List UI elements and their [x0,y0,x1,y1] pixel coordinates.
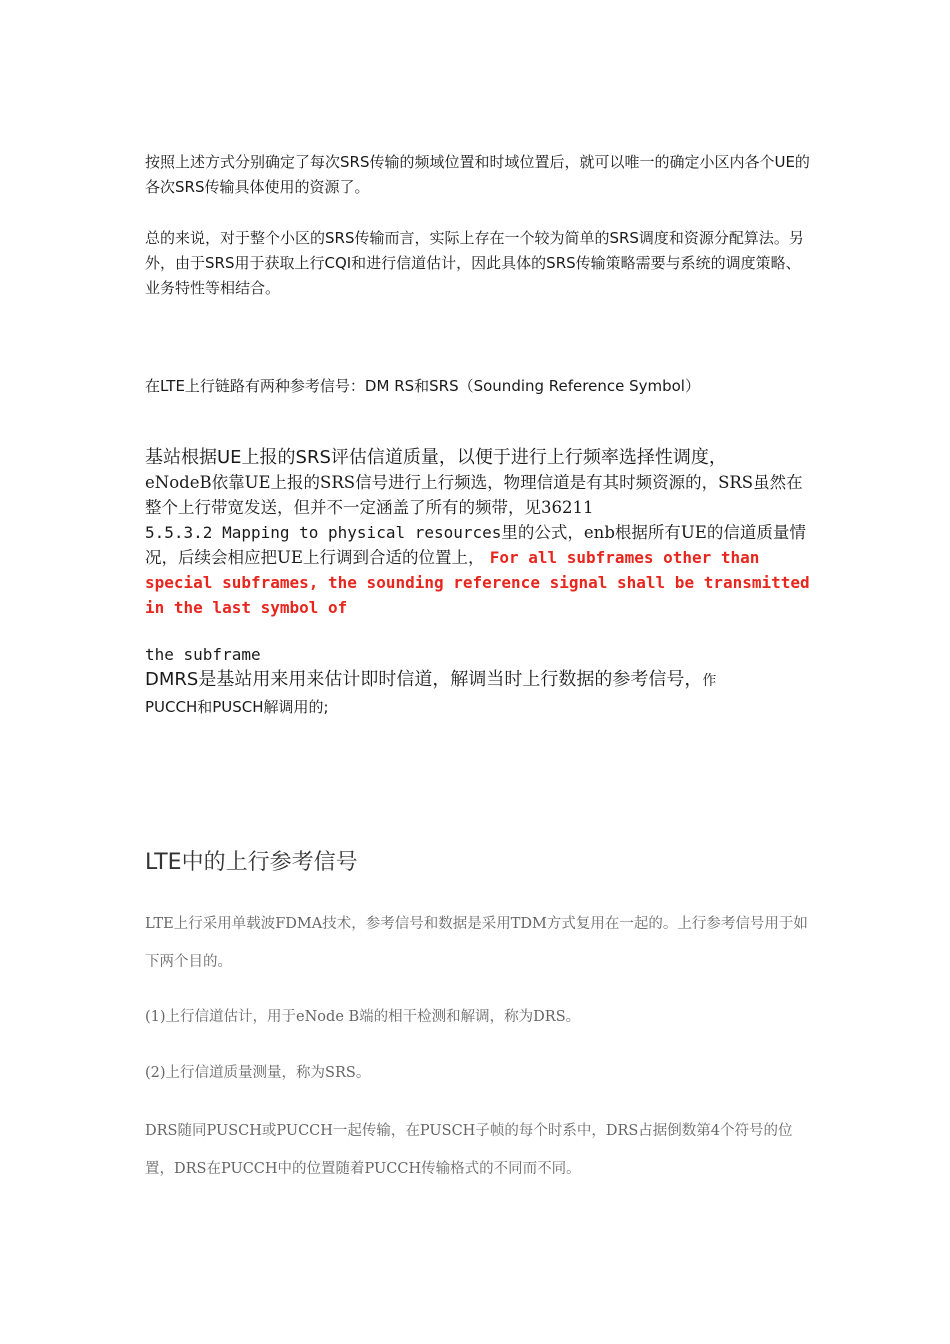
dmrs-sentence-tail: 作 [702,673,717,689]
paragraph-srs-scheduling: 总的来说，对于整个小区的SRS传输而言，实际上存在一个较为简单的SRS调度和资源分配算法。另外，由于SRS用于获取上行CQI和进行信道估计，因此具体的SRS传输策略需要与系统的调度策略、业务特性等相结合。 [145,229,804,297]
dmrs-sentence-2: PUCCH和PUSCH解调用的; [145,698,329,716]
paragraph-srs-resource: 按照上述方式分别确定了每次SRS传输的频域位置和时域位置后，就可以唯一的确定小区内各个UE的各次SRS传输具体使用的资源了。 [145,153,810,196]
paragraph-dmrs [145,667,810,720]
paragraph-srs-channel-quality [145,445,810,620]
section-heading: LTE中的上行参考信号 [145,850,358,875]
list-item-drs: (1)上行信道估计，用于eNode B端的相干检测和解调，称为DRS。 [145,1009,581,1025]
srs-sentence-3: 里的公式，enb根据所有UE的信道质量情况，后续会相应把UE上行调到合适的位置上， [145,523,806,567]
red-spec-quote: For all subframes other than special subframes, the sounding reference signal shall be transmitted in the last symbol of [145,548,810,617]
paragraph-subframe: the subframe [145,645,261,664]
spec-section-reference: 5.5.3.2 Mapping to physical resources [145,523,502,542]
dmrs-sentence: DMRS是基站用来用来估计即时信道，解调当时上行数据的参考信号， [145,669,703,690]
paragraph-reference-signals: 在LTE上行链路有两种参考信号：DM RS和SRS（Sounding Reference Symbol） [145,377,700,395]
srs-sentence-1: 基站根据UE上报的SRS评估信道质量，以便于进行上行频率选择性调度， [145,447,727,468]
list-item-srs: (2)上行信道质量测量，称为SRS。 [145,1065,371,1081]
paragraph-uplink-fdma: LTE上行采用单载波FDMA技术，参考信号和数据是采用TDM方式复用在一起的。上行参考信号用于如下两个目的。 [145,916,808,970]
paragraph-drs-position: DRS随同PUSCH或PUCCH一起传输，在PUSCH子帧的每个时系中，DRS占据倒数第4个符号的位置，DRS在PUCCH中的位置随着PUCCH传输格式的不同而不同。 [145,1123,793,1177]
srs-sentence-2: eNodeB依靠UE上报的SRS信号进行上行频选，物理信道是有其时频资源的，SRS虽然在整个上行带宽发送，但并不一定涵盖了所有的频带，见36211 [145,473,803,517]
